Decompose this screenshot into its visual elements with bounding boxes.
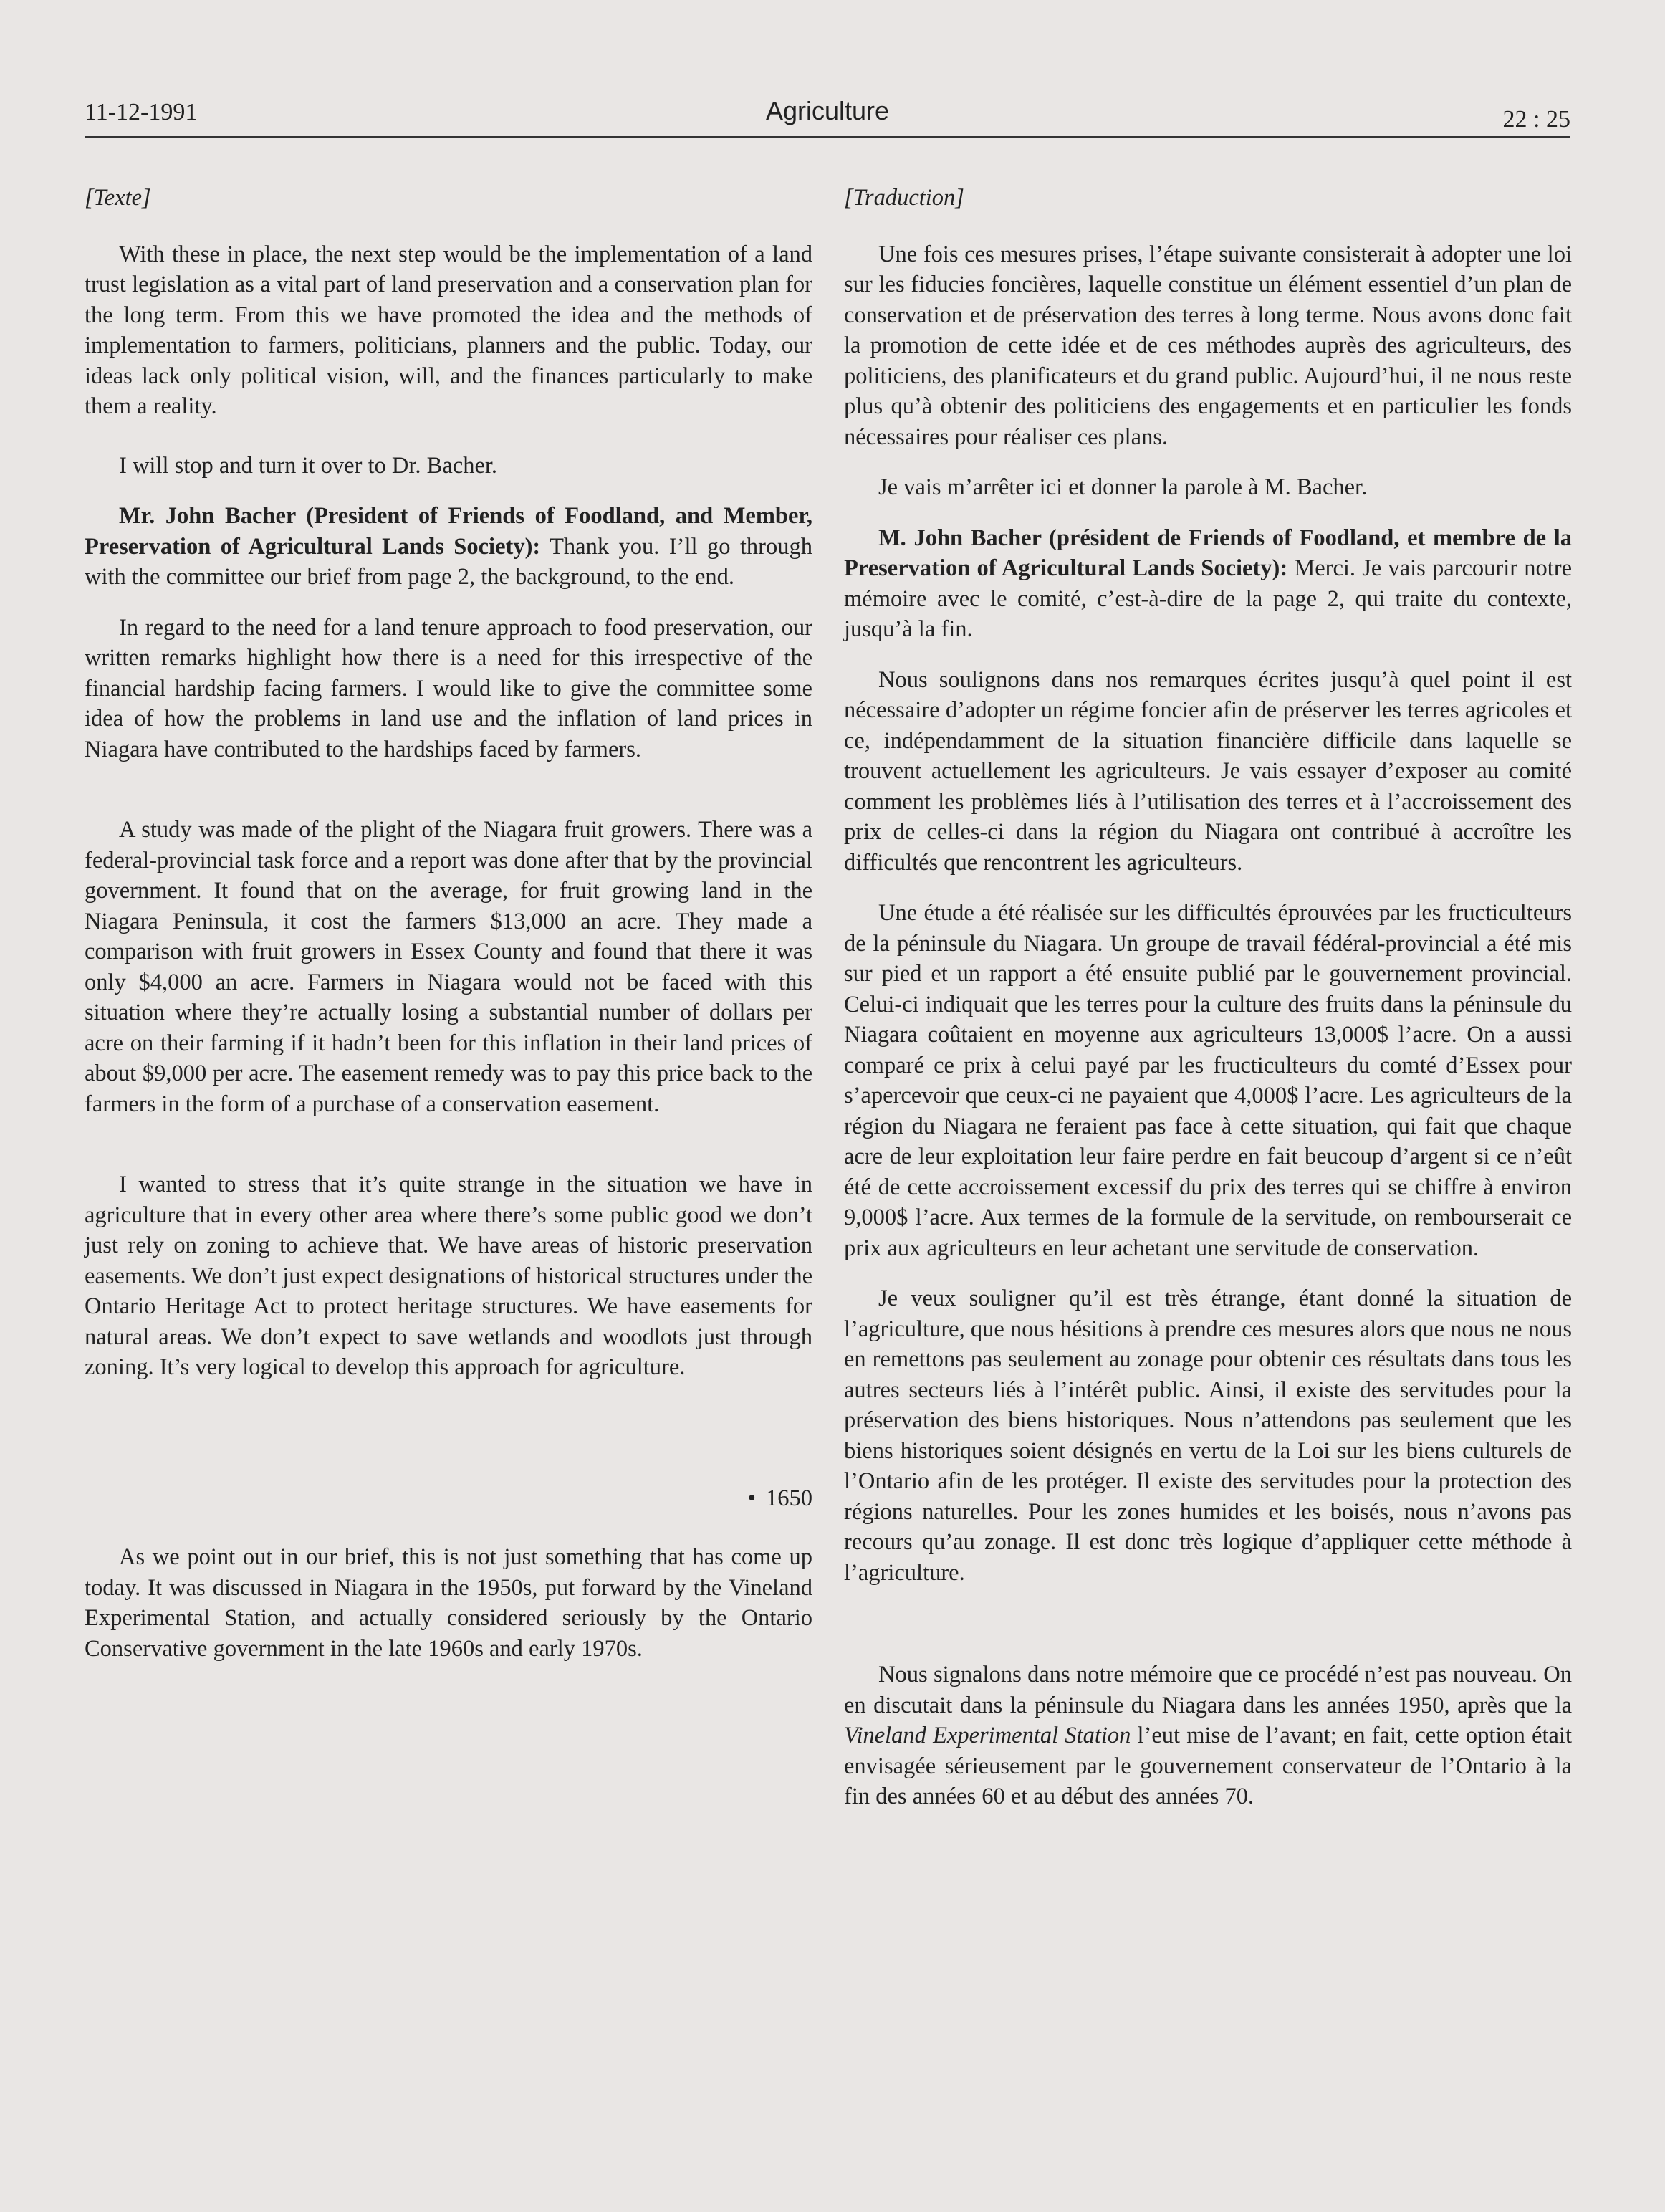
english-paragraph-4: In regard to the need for a land tenure approach to food preservation, our written remarks highlight how there is a need for this irrespective of the financial hardship facing farmers. I would like to give the committee some idea of how the problems in land use and the inflation of land prices in Niagara have contributed to the hardships faced by farmers. [85,614,812,762]
french-speaker-name: M. John Bacher (président de Friends of Foodland, et membre de la Preservation of Agricultural Lands Society): [844,525,1572,581]
english-paragraph-1: With these in place, the next step would be the implementation of a land trust legislation as a vital part of land preservation and a conservation plan for the long term. From this we have promoted the idea and the methods of implementation to farmers, politicians, planners and the public. Today, our ideas lack only political vision, will, and the finances particularly to make them a reality. [85,241,812,419]
header-page-number: 22 : 25 [1502,106,1570,133]
english-column [85,183,812,1684]
french-paragraph-2: Je vais m’arrêter ici et donner la parole à M. Bacher. [878,474,1368,500]
english-paragraph-5: A study was made of the plight of the Niagara fruit growers. There was a federal-provincial task force and a report was done after that by the provincial government. It found that on the average, for fruit growing land in the Niagara Peninsula, it cost the farmers $13,000 an acre. They made a comparison with fruit growers in Essex County and found that there it was only $4,000 an acre. Farmers in Niagara would not be faced with this situation where they’re actually losing a substantial number of dollars per acre on their farming if it hadn’t been for this inflation in their land prices of about $9,000 per acre. The easement remedy was to pay this price back to the farmers in the form of a purchase of a conservation easement. [85,817,812,1117]
french-column-label: [Traduction] [844,185,964,211]
french-paragraph-6: Je veux souligner qu’il est très étrange, étant donné la situation de l’agriculture, que nous hésitions à prendre ces mesures alors que nous ne nous en remettons pas seulement au zonage pour obtenir ces résultats dans tous les autres secteurs liés à l’intérêt public. Ainsi, il existe des servitudes pour la préservation des biens historiques. Nous n’attendons pas seulement que les biens historiques soient désignés en vertu de la Loi sur les biens culturels de l’Ontario afin de les protéger. Il existe des servitudes pour la protection des régions naturelles. Pour les zones humides et les boisés, nous n’avons pas recours qu’au zonage. Il est donc très logique d’appliquer cette méthode à l’agriculture. [844,1285,1572,1586]
time-marker [85,1483,812,1514]
french-p7-part-a: Nous signalons dans notre mémoire que ce procédé n’est pas nouveau. On en discutait dans la péninsule du Niagara dans les années 1950, après que la [844,1662,1572,1718]
header-date: 11-12-1991 [85,99,198,125]
time-marker-bullet: • [747,1485,756,1511]
french-paragraph-7 [844,1660,1572,1812]
english-paragraph-7: As we point out in our brief, this is not just something that has come up today. It was discussed in Niagara in the 1950s, put forward by the Vineland Experimental Station, and actually considered seriously by the Ontario Conservative government in the late 1960s and early 1970s. [85,1544,812,1662]
french-column [844,183,1572,1832]
english-speaker-name: Mr. John Bacher (President of Friends of Foodland, and Member, Preservation of Agricultural Lands Society): [85,503,812,560]
header-section: Agriculture [765,96,890,125]
french-paragraph-4: Nous soulignons dans nos remarques écrites jusqu’à quel point il est nécessaire d’adopter un régime foncier afin de préserver les terres agricoles et ce, indépendamment de la situation financière difficile dans laquelle se trouvent actuellement les agriculteurs. Je vais essayer d’exposer au comité comment les problèmes liés à l’utilisation des terres et à l’accroissement des prix de celles-ci dans la région du Niagara ont contribué à accroître les difficultés que rencontrent les agriculteurs. [844,666,1572,876]
time-marker-value: 1650 [766,1485,812,1511]
page-header [85,93,1570,138]
french-paragraph-3 [844,523,1572,645]
french-paragraph-1: Une fois ces mesures prises, l’étape suivante consisterait à adopter une loi sur les fiducies foncières, laquelle constitue un élément essentiel d’un plan de conservation et de préservation des terres à long terme. Nous avons donc fait la promotion de cette idée et de ces méthodes auprès des agriculteurs, des politiciens, des planificateurs et du grand public. Aujourd’hui, il ne nous reste plus qu’à obtenir des politiciens des engagements et en particulier les fonds nécessaires pour réaliser ces plans. [844,241,1572,450]
english-paragraph-6: I wanted to stress that it’s quite strange in the situation we have in agriculture that in every other area where there’s some public good we don’t just rely on zoning to achieve that. We have areas of historic preservation easements. We don’t just expect designations of historical structures under the Ontario Heritage Act to protect heritage structures. We have easements for natural areas. We don’t expect to save wetlands and woodlots just through zoning. It’s very logical to develop this approach for agriculture. [85,1172,812,1380]
english-paragraph-3 [85,501,812,593]
french-speaker-text: Merci. Je vais parcourir notre mémoire avec le comité, c’est-à-dire de la page 2, qui traite du contexte, jusqu’à la fin. [844,555,1572,642]
french-paragraph-5: Une étude a été réalisée sur les difficultés éprouvées par les fructiculteurs de la péninsule du Niagara. Un groupe de travail fédéral-provincial a été mis sur pied et un rapport a été ensuite publié par le gouvernement provincial. Celui-ci indiquait que les terres pour la culture des fruits dans la péninsule du Niagara coûtaient en moyenne aux agriculteurs 13,000$ l’acre. On a aussi comparé ce prix à celui payé par les fructiculteurs du comté d’Essex pour s’apercevoir que ceux-ci ne payaient que 4,000$ l’acre. Les agriculteurs de la région du Niagara ne feraient pas face à cette situation, qui fait que chaque acre de leur exploitation leur faire perdre en fait beucoup d’argent si ce n’eût été de cette accroissement excessif du prix des terres qui se chiffre à environ 9,000$ l’acre. Aux termes de la formule de la servitude, on rembourserait ce prix aux agriculteurs en leur achetant une servitude de conservation. [844,900,1572,1261]
english-paragraph-2: I will stop and turn it over to Dr. Bacher. [119,452,498,479]
french-p7-part-b: l’eut mise de l’avant; en fait, cette option était envisagée sérieusement par le gouvernement conservateur de l’Ontario à la fin des années 60 et au début des années 70. [844,1723,1572,1809]
english-speaker-text: Thank you. I’ll go through with the committee our brief from page 2, the background, to the end. [85,533,812,590]
english-column-label: [Texte] [85,185,151,211]
french-p7-emphasis: Vineland Experimental Station [844,1723,1131,1748]
